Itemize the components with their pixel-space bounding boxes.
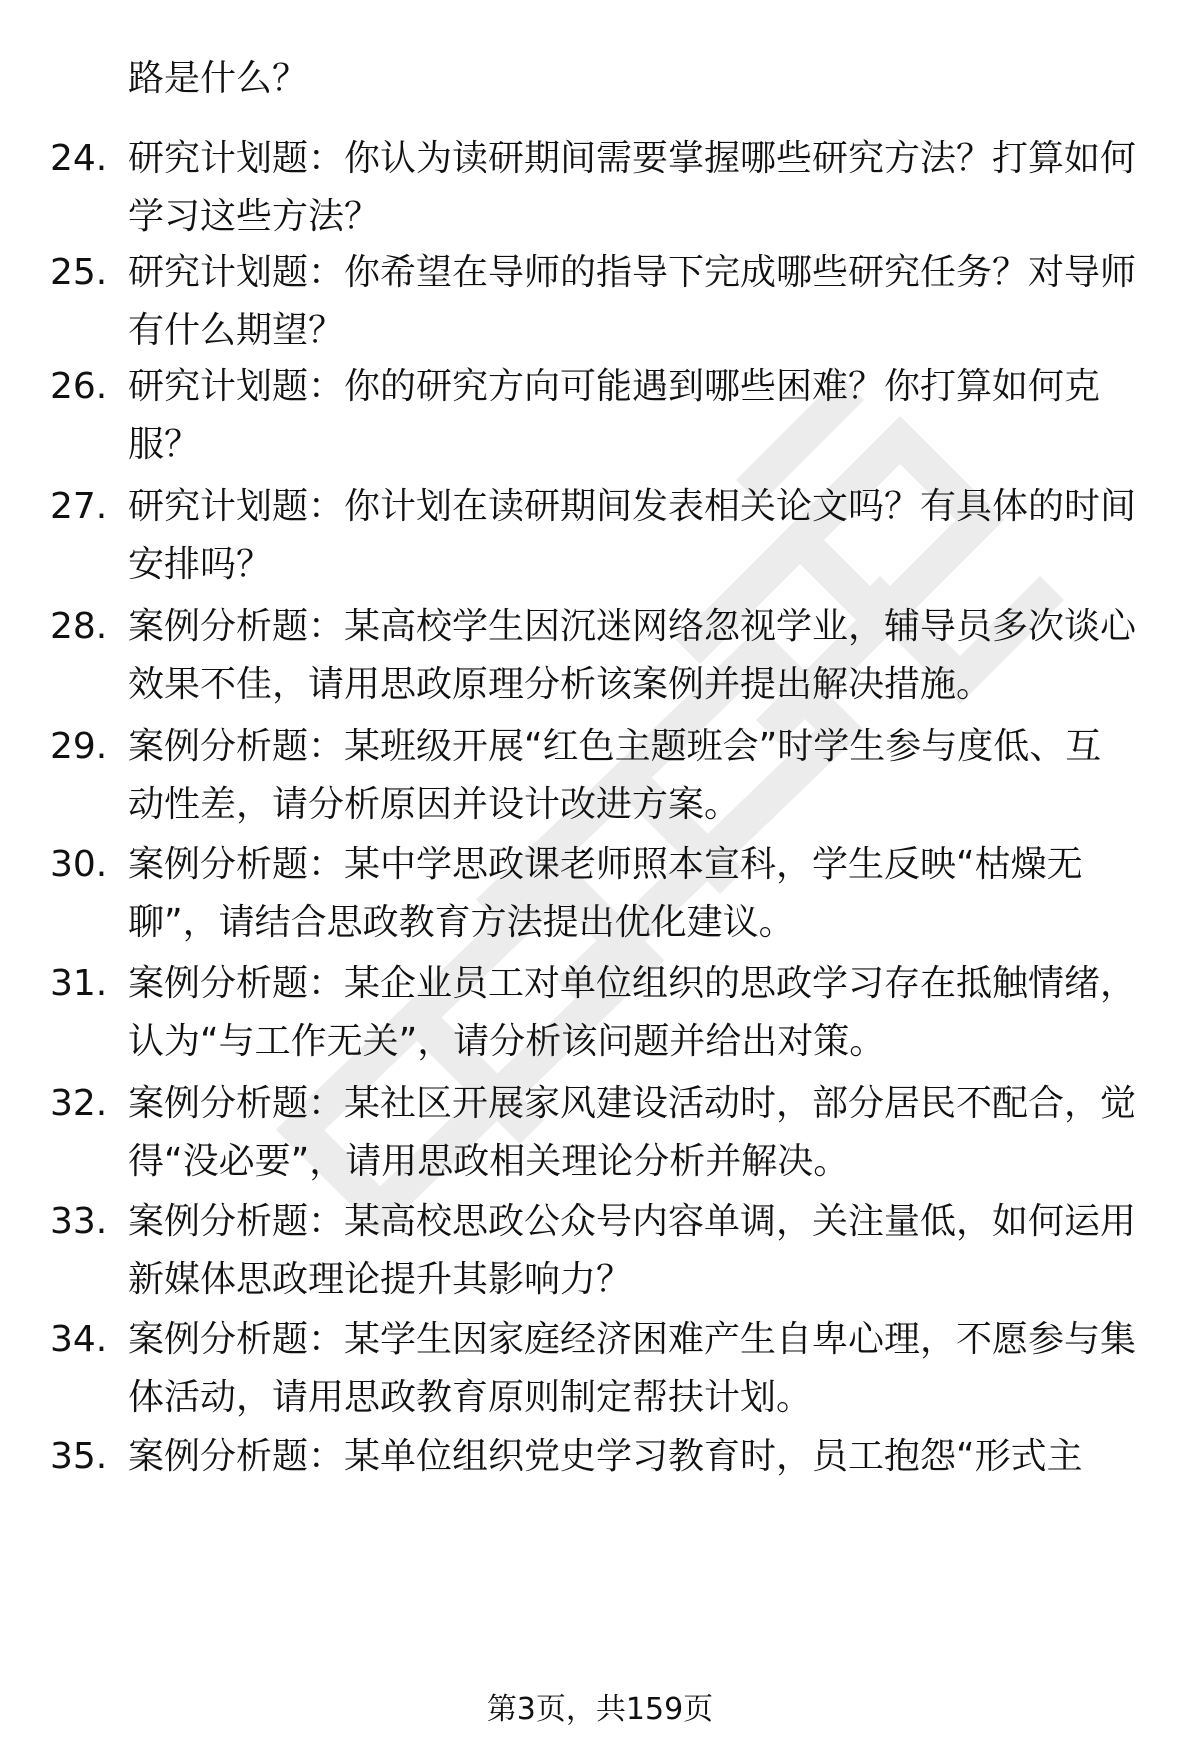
question-number: 30. (50, 844, 108, 885)
question-line: 案例分析题：某高校学生因沉迷网络忽视学业，辅导员多次谈心 (128, 606, 1137, 647)
question-text (128, 478, 1148, 594)
question-number: 29. (50, 726, 108, 767)
question-number: 34. (50, 1319, 108, 1360)
question-line: 新媒体思政理论提升其影响力？ (128, 1259, 633, 1300)
question-line: 研究计划题：你认为读研期间需要掌握哪些研究方法？打算如何 (128, 138, 1137, 179)
question-number: 24. (50, 138, 108, 179)
question-line: 认为“与工作无关”，请分析该问题并给出对策。 (128, 1021, 886, 1062)
question-line: 研究计划题：你的研究方向可能遇到哪些困难？你打算如何克 (128, 366, 1101, 407)
question-text (128, 358, 1148, 474)
page-footer: 第3页，共159页 (486, 1692, 714, 1727)
question-line: 研究计划题：你计划在读研期间发表相关论文吗？有具体的时间 (128, 486, 1137, 527)
question-line: 研究计划题：你希望在导师的指导下完成哪些研究任务？对导师 (128, 252, 1137, 293)
question-text (128, 955, 1148, 1071)
question-number: 28. (50, 606, 108, 647)
question-line: 案例分析题：某学生因家庭经济困难产生自卑心理，不愿参与集 (128, 1319, 1137, 1360)
question-number: 31. (50, 963, 108, 1004)
question-line: 服？ (128, 424, 201, 465)
question-text (128, 244, 1148, 360)
question-number: 32. (50, 1083, 108, 1124)
question-text (128, 718, 1148, 834)
question-number: 25. (50, 252, 108, 293)
question-line: 案例分析题：某企业员工对单位组织的思政学习存在抵触情绪， (128, 963, 1137, 1004)
question-number: 27. (50, 486, 108, 527)
question-line: 动性差，请分析原因并设计改进方案。 (128, 784, 741, 825)
question-line: 案例分析题：某中学思政课老师照本宣科，学生反映“枯燥无 (128, 844, 1083, 885)
question-line: 路是什么？ (128, 58, 309, 99)
question-line: 案例分析题：某社区开展家风建设活动时，部分居民不配合，觉 (128, 1083, 1137, 1124)
question-line: 案例分析题：某高校思政公众号内容单调，关注量低，如何运用 (128, 1201, 1137, 1242)
question-line: 得“没必要”，请用思政相关理论分析并解决。 (128, 1141, 850, 1182)
question-line: 案例分析题：某班级开展“红色主题班会”时学生参与度低、互 (128, 726, 1102, 767)
question-text (128, 1075, 1148, 1191)
question-text (128, 836, 1148, 952)
question-line: 案例分析题：某单位组织党史学习教育时，员工抱怨“形式主 (128, 1436, 1083, 1477)
question-line: 学习这些方法？ (128, 196, 381, 237)
question-line: 体活动，请用思政教育原则制定帮扶计划。 (128, 1377, 813, 1418)
question-text (128, 598, 1148, 714)
question-number: 26. (50, 366, 108, 407)
question-number: 33. (50, 1201, 108, 1242)
question-text (128, 50, 1148, 108)
question-line: 聊”，请结合思政教育方法提出优化建议。 (128, 902, 795, 943)
question-line: 有什么期望？ (128, 310, 345, 351)
question-text (128, 1193, 1148, 1309)
question-line: 效果不佳，请用思政原理分析该案例并提出解决措施。 (128, 664, 993, 705)
question-text (128, 130, 1148, 246)
question-text (128, 1428, 1148, 1486)
question-line: 安排吗？ (128, 544, 273, 585)
question-text (128, 1311, 1148, 1427)
question-number: 35. (50, 1436, 108, 1477)
